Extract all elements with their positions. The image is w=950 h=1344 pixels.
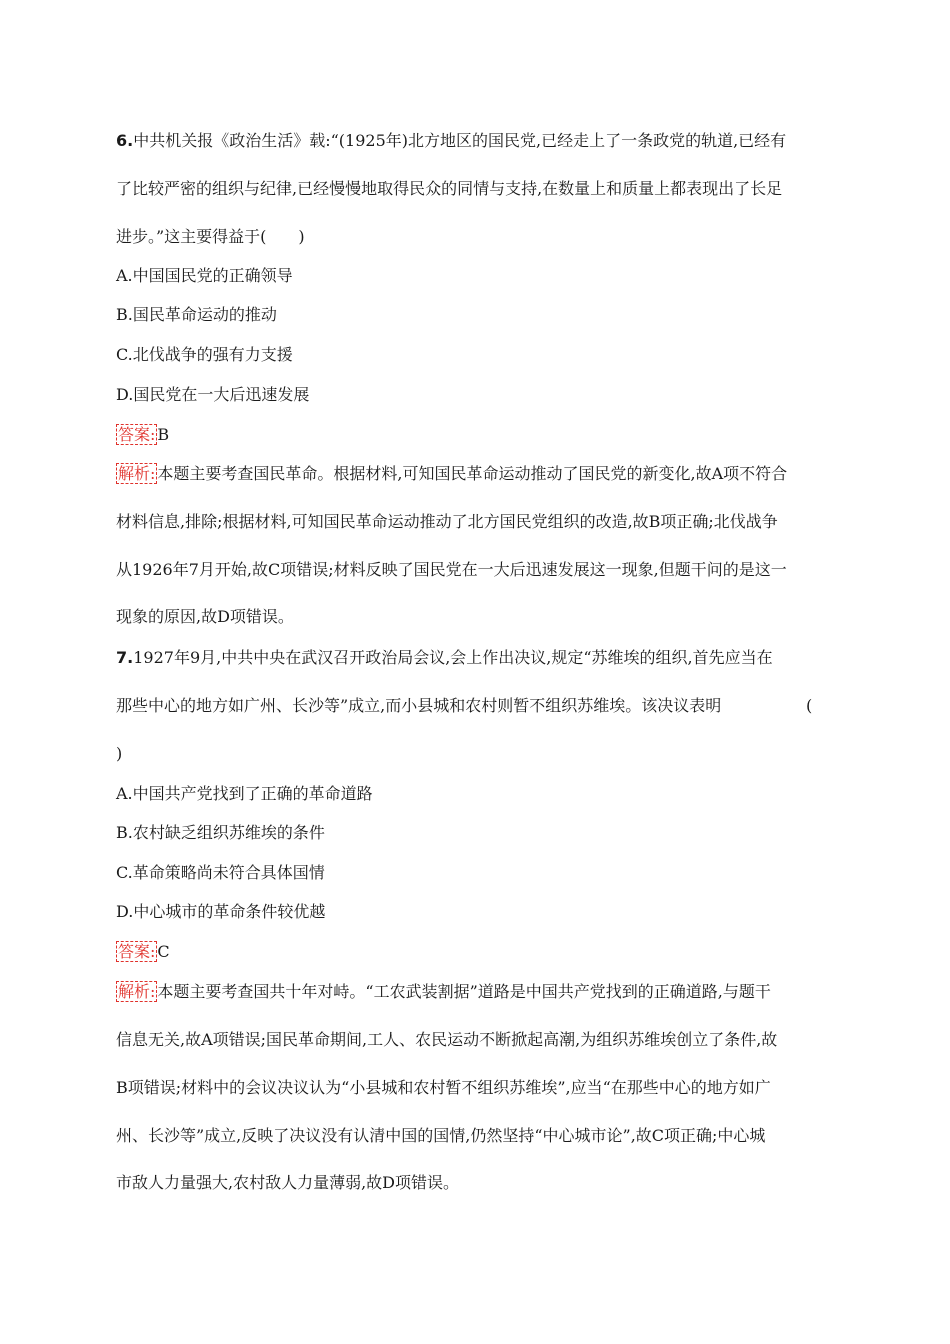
question-6-option-c: C.北伐战争的强有力支援 [116,345,293,364]
question-6-option-d: D.国民党在一大后迅速发展 [116,385,310,404]
question-7-option-c: C.革命策略尚未符合具体国情 [116,863,325,882]
question-7-stem-line-1: 7.1927年9月,中共中央在武汉召开政治局会议,会上作出决议,规定“苏维埃的组织,首先应当在 [116,648,773,667]
question-6-answer [116,425,169,445]
question-6-option-b: B.国民革命运动的推动 [116,305,277,324]
question-7-option-d: D.中心城市的革命条件较优越 [116,902,326,921]
question-6-analysis-line-2: 材料信息,排除;根据材料,可知国民革命运动推动了北方国民党组织的改造,故B项正确;北伐战争 [116,512,778,531]
question-7-analysis-line-3: B项错误;材料中的会议决议认为“小县城和农村暂不组织苏维埃”,应当“在那些中心的地方如广 [116,1078,771,1097]
answer-label: 答案: [118,942,156,961]
question-6-stem-line-2: 了比较严密的组织与纪律,已经慢慢地取得民众的同情与支持,在数量上和质量上都表现出了长足 [116,179,783,198]
question-7-stem-line-3: ) [116,744,123,763]
question-7-analysis-line-5: 市敌人力量强大,农村敌人力量薄弱,故D项错误。 [116,1173,460,1192]
question-6-stem-line-3: 进步。”这主要得益于( ) [116,227,305,246]
question-7-analysis-line-1: 解析: 本题主要考查国共十年对峙。“工农武装割据”道路是中国共产党找到的正确道路,与题干 [118,982,771,1001]
analysis-label: 解析: [118,464,156,483]
question-7-analysis-line-2: 信息无关,故A项错误;国民革命期间,工人、农民运动不断掀起高潮,为组织苏维埃创立了条件,故 [116,1030,778,1049]
question-7-answer [116,942,170,962]
analysis-label: 解析: [118,982,156,1001]
question-number: 7. [116,648,134,667]
question-6-option-a: A.中国国民党的正确领导 [116,266,293,285]
question-7-option-b: B.农村缺乏组织苏维埃的条件 [116,823,325,842]
question-7-analysis-line-4: 州、长沙等”成立,反映了决议没有认清中国的国情,仍然坚持“中心城市论”,故C项正确;中心城 [116,1126,766,1145]
question-6-stem-line-1: 6.中共机关报《政治生活》载:“(1925年)北方地区的国民党,已经走上了一条政党的轨道,已经有 [116,131,787,150]
question-6-analysis-line-1: 解析: 本题主要考查国民革命。根据材料,可知国民革命运动推动了国民党的新变化,故A项不符合 [118,464,788,483]
answer-paren-open: ( [806,696,813,715]
question-7-option-a: A.中国共产党找到了正确的革命道路 [116,784,373,803]
question-number: 6. [116,131,134,150]
question-6-analysis-line-4: 现象的原因,故D项错误。 [116,607,294,626]
question-6-analysis-line-3: 从1926年7月开始,故C项错误;材料反映了国民党在一大后迅速发展这一现象,但题干问的是这一 [116,560,787,579]
answer-value: C [157,942,170,961]
answer-value: B [157,425,170,444]
question-7-stem-line-2: 那些中心的地方如广州、长沙等”成立,而小县城和农村则暂不组织苏维埃。该决议表明 ( [116,696,813,715]
answer-label: 答案: [118,425,156,444]
